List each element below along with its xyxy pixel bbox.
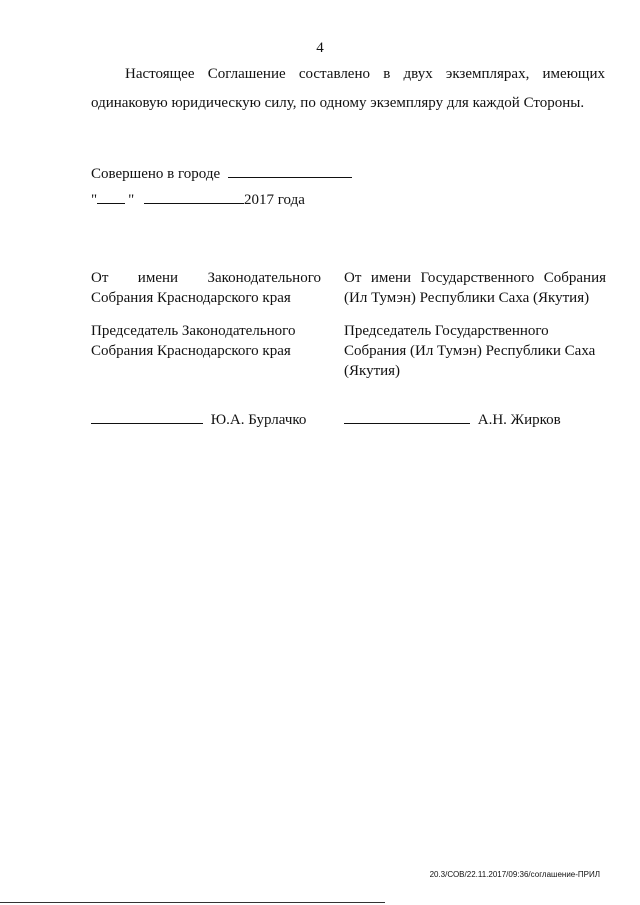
right-signature-blank bbox=[344, 409, 470, 424]
date-year: 2017 года bbox=[244, 192, 305, 208]
footer-document-code: 20.3/СОВ/22.11.2017/09:36/соглашение-ПРИЛ bbox=[429, 870, 600, 879]
left-signatory-name: Ю.А. Бурлачко bbox=[210, 412, 307, 428]
left-signature-line bbox=[91, 409, 306, 429]
page-number: 4 bbox=[316, 40, 324, 56]
date-open-quote: " bbox=[91, 192, 98, 208]
place-blank bbox=[228, 163, 352, 178]
month-blank bbox=[144, 189, 244, 204]
footer-rule bbox=[0, 902, 385, 903]
right-signature-line bbox=[344, 409, 561, 429]
right-party-on-behalf: От имени Государственного Собрания (Ил Тумэн) Республики Саха (Якутия) bbox=[344, 270, 606, 306]
date-close-quote: " bbox=[128, 192, 135, 208]
left-signature-blank bbox=[91, 409, 203, 424]
right-party-title: Председатель Государственного Собрания (Ил Тумэн) Республики Саха (Якутия) bbox=[344, 323, 596, 379]
left-party-on-behalf: От имени Законодательного Собрания Краснодарского края bbox=[91, 270, 321, 306]
day-blank bbox=[97, 189, 125, 204]
date-line bbox=[91, 189, 305, 209]
place-line bbox=[91, 163, 352, 183]
agreement-paragraph: Настоящее Соглашение составлено в двух экземплярах, имеющих одинаковую юридическую силу, по одному экземпляру для каждой Стороны. bbox=[91, 66, 605, 111]
right-signatory-name: А.Н. Жирков bbox=[477, 412, 561, 428]
left-party-title: Председатель Законодательного Собрания Краснодарского края bbox=[91, 323, 296, 359]
place-label: Совершено в городе bbox=[91, 166, 221, 182]
